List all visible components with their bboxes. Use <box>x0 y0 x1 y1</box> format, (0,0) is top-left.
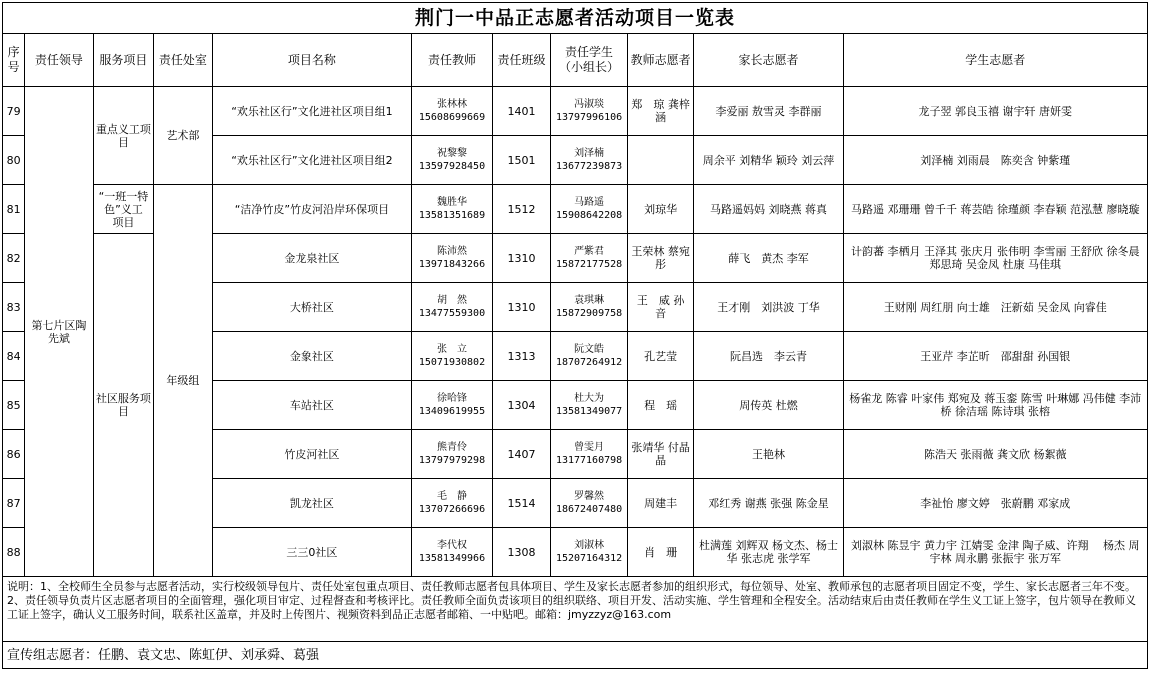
student-name: 阮文皓 <box>574 344 605 355</box>
student-volunteers-cell: 刘淑林 陈昱宇 黄力宇 江婧雯 金津 陶子威、许翔 杨杰 周宇林 周永鹏 张振宇 张万军 <box>843 528 1147 577</box>
header-seq: 序号 <box>3 34 25 87</box>
project-cell: 三三0社区 <box>212 528 412 577</box>
teacher-cell <box>412 234 493 283</box>
teacher-phone: 13597928450 <box>418 161 486 172</box>
student-cell <box>551 283 628 332</box>
student-name: 曾雯月 <box>574 442 605 453</box>
student-phone: 18672407480 <box>555 504 623 515</box>
seq-cell: 88 <box>3 528 25 577</box>
service-cell: 重点义工项目 <box>93 87 153 185</box>
table-row <box>3 185 1148 234</box>
header-row <box>3 34 1148 87</box>
project-cell: 凯龙社区 <box>212 479 412 528</box>
teacher-phone: 15071930802 <box>418 357 486 368</box>
header-dept: 责任处室 <box>154 34 212 87</box>
seq-cell: 79 <box>3 87 25 136</box>
teacher-phone: 15608699669 <box>418 112 486 123</box>
seq-cell: 80 <box>3 136 25 185</box>
class-cell: 1313 <box>492 332 550 381</box>
class-cell: 1401 <box>492 87 550 136</box>
project-cell: “欢乐社区行”文化进社区项目组1 <box>212 87 412 136</box>
header-teacher-volunteers: 教师志愿者 <box>627 34 694 87</box>
header-project: 项目名称 <box>212 34 412 87</box>
teacher-name: 魏胜华 <box>437 197 467 208</box>
teacher-name: 张林林 <box>437 99 467 110</box>
teacher-name: 毛 静 <box>437 491 467 502</box>
teacher-cell <box>412 381 493 430</box>
parent-volunteers-cell: 周余平 刘精华 颖玲 刘云萍 <box>694 136 843 185</box>
student-name: 冯淑琰 <box>574 99 605 110</box>
student-cell <box>551 87 628 136</box>
teacher-name: 熊青伶 <box>437 442 467 453</box>
teacher-volunteers-cell <box>627 136 694 185</box>
project-cell: 金象社区 <box>212 332 412 381</box>
class-cell: 1407 <box>492 430 550 479</box>
student-name: 严紫君 <box>574 246 605 257</box>
student-name: 杜大为 <box>574 393 605 404</box>
seq-cell: 87 <box>3 479 25 528</box>
service-cell: 社区服务项目 <box>93 234 153 577</box>
teacher-phone: 13581351689 <box>418 210 486 221</box>
student-volunteers-cell: 计韵蕃 李栖月 王泽其 张庆月 张伟明 李雪丽 王舒欣 徐冬晨 郑思琦 吴金凤 杜康 马佳琪 <box>843 234 1147 283</box>
seq-cell: 83 <box>3 283 25 332</box>
teacher-phone: 13409619955 <box>418 406 486 417</box>
parent-volunteers-cell: 王艳林 <box>694 430 843 479</box>
service-cell: “一班一特色”义工 项目 <box>93 185 153 234</box>
header-student-volunteers: 学生志愿者 <box>843 34 1147 87</box>
dept-cell: 年级组 <box>154 185 212 577</box>
student-cell <box>551 234 628 283</box>
project-cell: 大桥社区 <box>212 283 412 332</box>
student-cell <box>551 430 628 479</box>
student-phone: 13177160798 <box>555 455 623 466</box>
parent-volunteers-cell: 王才刚 刘洪波 丁华 <box>694 283 843 332</box>
student-name: 马路遥 <box>574 197 605 208</box>
header-student: 责任学生（小组长） <box>551 34 628 87</box>
teacher-phone: 13707266696 <box>418 504 486 515</box>
header-leader: 责任领导 <box>25 34 94 87</box>
class-cell: 1308 <box>492 528 550 577</box>
student-cell <box>551 136 628 185</box>
student-phone: 15207164312 <box>555 553 623 564</box>
teacher-volunteers-cell: 张靖华 付晶晶 <box>627 430 694 479</box>
student-volunteers-cell: 杨雀龙 陈睿 叶家伟 郑宛及 蒋玉銮 陈雪 叶琳娜 冯伟健 李沛桥 徐洁瑶 陈诗琪 张榕 <box>843 381 1147 430</box>
teacher-volunteers-cell: 王 威 孙 音 <box>627 283 694 332</box>
teacher-volunteers-cell: 周建丰 <box>627 479 694 528</box>
parent-volunteers-cell: 薛飞 黄杰 李军 <box>694 234 843 283</box>
teacher-cell <box>412 136 493 185</box>
teacher-phone: 13477559300 <box>418 308 486 319</box>
seq-cell: 82 <box>3 234 25 283</box>
student-phone: 15872909758 <box>555 308 623 319</box>
student-phone: 13677239873 <box>555 161 623 172</box>
volunteer-table <box>2 2 1148 669</box>
project-cell: “洁净竹皮”竹皮河沿岸环保项目 <box>212 185 412 234</box>
teacher-cell <box>412 87 493 136</box>
dept-cell: 艺术部 <box>154 87 212 185</box>
student-cell <box>551 528 628 577</box>
student-cell <box>551 479 628 528</box>
note-line-2: 2、责任领导负责片区志愿者项目的全面管理，强化项目审定、过程督查和考核评比。责任教师全面负责该项目的组织联络、项目开发、活动实施、学生管理和全程安全。活动结束后由责任教师在学生义工证上签字，包片领导在教师义工证上签字，确认义工服务时间，联系社区盖章，并及时上传图片、视频资料到品正志愿者邮箱、一中贴吧。邮箱：jmyzzyz@163.com <box>7 594 1136 621</box>
page-title: 荆门一中品正志愿者活动项目一览表 <box>3 3 1148 34</box>
teacher-cell <box>412 332 493 381</box>
student-volunteers-cell: 王亚芹 李芷昕 邵甜甜 孙国银 <box>843 332 1147 381</box>
student-volunteers-cell: 王财刚 周红朋 向士雄 汪新茹 吴金凤 向睿佳 <box>843 283 1147 332</box>
project-cell: 金龙泉社区 <box>212 234 412 283</box>
footer-cell: 宣传组志愿者：任鹏、袁文忠、陈虹伊、刘承舜、葛强 <box>3 642 1148 669</box>
parent-volunteers-cell: 邓红秀 谢燕 张强 陈金星 <box>694 479 843 528</box>
teacher-volunteers-cell: 孔艺莹 <box>627 332 694 381</box>
student-phone: 18707264912 <box>555 357 623 368</box>
student-cell <box>551 185 628 234</box>
teacher-name: 李代权 <box>437 540 467 551</box>
student-name: 刘泽楠 <box>574 148 605 159</box>
leader-cell: 第七片区陶先斌 <box>25 87 94 577</box>
seq-cell: 86 <box>3 430 25 479</box>
class-cell: 1310 <box>492 234 550 283</box>
student-volunteers-cell: 陈浩天 张雨薇 龚文欣 杨絮薇 <box>843 430 1147 479</box>
class-cell: 1310 <box>492 283 550 332</box>
teacher-volunteers-cell: 肖 珊 <box>627 528 694 577</box>
teacher-cell <box>412 185 493 234</box>
teacher-name: 陈沛然 <box>437 246 467 257</box>
class-cell: 1514 <box>492 479 550 528</box>
parent-volunteers-cell: 杜满莲 刘辉双 杨文杰、杨士华 张志虎 张学军 <box>694 528 843 577</box>
teacher-phone: 13971843266 <box>418 259 486 270</box>
parent-volunteers-cell: 阮昌选 李云青 <box>694 332 843 381</box>
teacher-name: 徐哈锋 <box>437 393 467 404</box>
class-cell: 1501 <box>492 136 550 185</box>
header-class: 责任班级 <box>492 34 550 87</box>
student-phone: 13797996106 <box>555 112 623 123</box>
notes-cell <box>3 577 1148 642</box>
teacher-volunteers-cell: 王荣林 蔡宛彤 <box>627 234 694 283</box>
teacher-name: 张 立 <box>437 344 467 355</box>
teacher-volunteers-cell: 郑 琼 龚梓涵 <box>627 87 694 136</box>
table-row <box>3 87 1148 136</box>
teacher-phone: 13797979298 <box>418 455 486 466</box>
student-name: 袁琪琳 <box>574 295 605 306</box>
seq-cell: 85 <box>3 381 25 430</box>
teacher-volunteers-cell: 刘琼华 <box>627 185 694 234</box>
project-cell: 竹皮河社区 <box>212 430 412 479</box>
header-service: 服务项目 <box>93 34 153 87</box>
seq-cell: 81 <box>3 185 25 234</box>
student-phone: 15908642208 <box>555 210 623 221</box>
student-phone: 15872177528 <box>555 259 623 270</box>
student-cell <box>551 381 628 430</box>
student-name: 刘淑林 <box>574 540 605 551</box>
teacher-name: 胡 然 <box>437 295 467 306</box>
parent-volunteers-cell: 马路遥妈妈 刘晓燕 蒋真 <box>694 185 843 234</box>
teacher-cell <box>412 528 493 577</box>
parent-volunteers-cell: 李爱丽 敖雪灵 李群丽 <box>694 87 843 136</box>
student-volunteers-cell: 李祉怡 廖文婷 张蔚鹏 邓家成 <box>843 479 1147 528</box>
teacher-cell <box>412 479 493 528</box>
header-parent-volunteers: 家长志愿者 <box>694 34 843 87</box>
student-volunteers-cell: 龙子翌 郭良玉禧 谢宇轩 唐妍雯 <box>843 87 1147 136</box>
teacher-phone: 13581349966 <box>418 553 486 564</box>
seq-cell: 84 <box>3 332 25 381</box>
note-line-1: 说明：1、全校师生全员参与志愿者活动，实行校级领导包片、责任处室包重点项目、责任教师志愿者包具体项目、学生及家长志愿者参加的组织形式，每位领导、处室、教师承包的志愿者项目固定不变，学生、家长志愿者三年不变。 <box>7 580 1136 593</box>
teacher-cell <box>412 283 493 332</box>
student-phone: 13581349077 <box>555 406 623 417</box>
teacher-cell <box>412 430 493 479</box>
student-volunteers-cell: 马路遥 邓珊珊 曾千千 蒋芸皓 徐瑾颜 李春颖 范泓慧 廖晓璇 <box>843 185 1147 234</box>
header-teacher: 责任教师 <box>412 34 493 87</box>
student-cell <box>551 332 628 381</box>
project-cell: 车站社区 <box>212 381 412 430</box>
class-cell: 1512 <box>492 185 550 234</box>
student-name: 罗馨然 <box>574 491 605 502</box>
parent-volunteers-cell: 周传英 杜燃 <box>694 381 843 430</box>
student-volunteers-cell: 刘泽楠 刘雨晨 陈奕含 钟紫瑾 <box>843 136 1147 185</box>
class-cell: 1304 <box>492 381 550 430</box>
teacher-volunteers-cell: 程 瑶 <box>627 381 694 430</box>
teacher-name: 祝黎黎 <box>437 148 467 159</box>
project-cell: “欢乐社区行”文化进社区项目组2 <box>212 136 412 185</box>
